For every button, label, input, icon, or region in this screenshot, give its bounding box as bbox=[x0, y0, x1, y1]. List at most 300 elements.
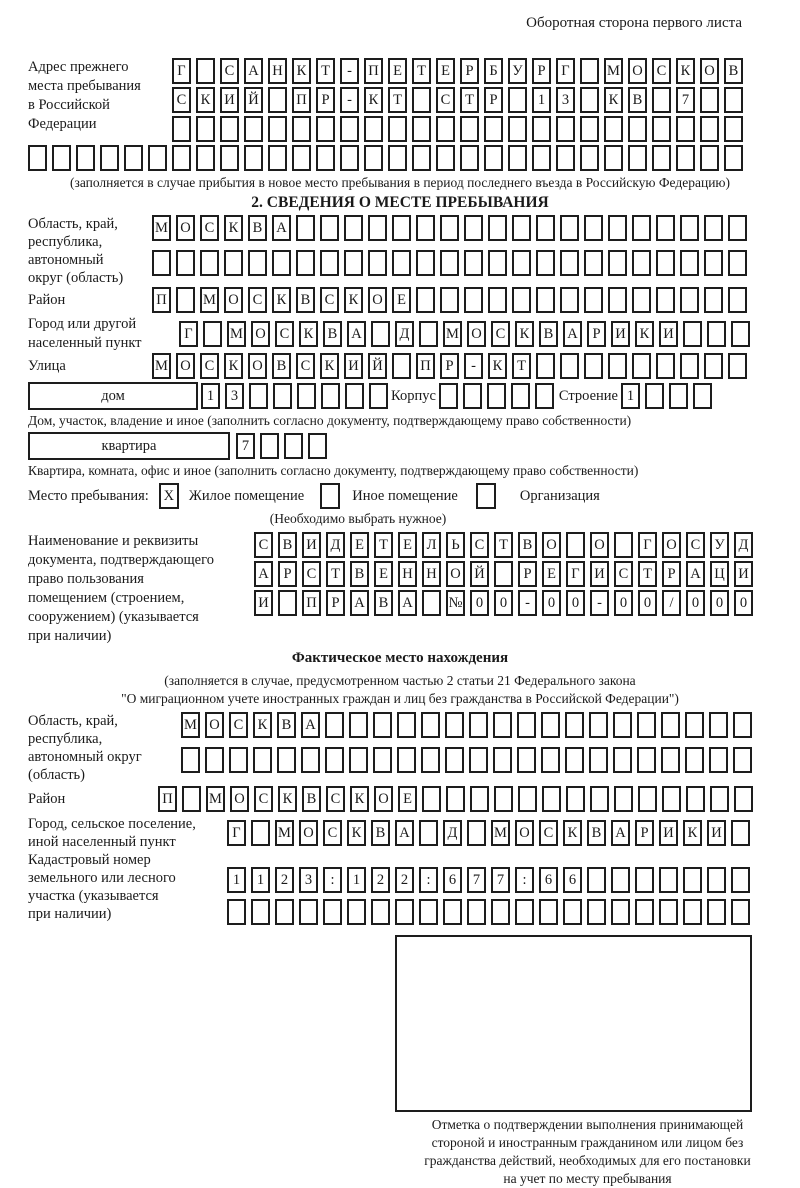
grid-cell[interactable] bbox=[244, 116, 263, 142]
grid-cell[interactable] bbox=[220, 145, 239, 171]
grid-cell[interactable]: И bbox=[220, 87, 239, 113]
grid-cell[interactable]: О bbox=[248, 353, 267, 379]
grid-cell[interactable] bbox=[268, 116, 287, 142]
grid-cell[interactable]: 0 bbox=[494, 590, 513, 616]
grid-cell[interactable]: К bbox=[563, 820, 582, 846]
grid-cell[interactable] bbox=[412, 145, 431, 171]
grid-cell[interactable] bbox=[536, 287, 555, 313]
grid-cell[interactable] bbox=[661, 747, 680, 773]
grid-cell[interactable] bbox=[566, 532, 585, 558]
grid-cell[interactable] bbox=[373, 747, 392, 773]
grid-cell[interactable] bbox=[308, 433, 327, 459]
grid-cell[interactable]: С bbox=[275, 321, 294, 347]
grid-cell[interactable] bbox=[248, 250, 267, 276]
grid-cell[interactable] bbox=[469, 747, 488, 773]
grid-cell[interactable]: Е bbox=[388, 58, 407, 84]
grid-cell[interactable] bbox=[565, 747, 584, 773]
grid-cell[interactable] bbox=[656, 353, 675, 379]
grid-cell[interactable]: В bbox=[539, 321, 558, 347]
grid-cell[interactable]: - bbox=[340, 58, 359, 84]
grid-cell[interactable]: К bbox=[364, 87, 383, 113]
grid-cell[interactable]: 2 bbox=[275, 867, 294, 893]
grid-cell[interactable] bbox=[659, 899, 678, 925]
grid-cell[interactable] bbox=[587, 899, 606, 925]
grid-cell[interactable]: С bbox=[436, 87, 455, 113]
grid-cell[interactable]: М bbox=[443, 321, 462, 347]
grid-cell[interactable] bbox=[292, 116, 311, 142]
grid-cell[interactable]: В bbox=[374, 590, 393, 616]
grid-cell[interactable] bbox=[463, 383, 482, 409]
grid-cell[interactable] bbox=[392, 353, 411, 379]
grid-cell[interactable]: И bbox=[254, 590, 273, 616]
grid-cell[interactable] bbox=[700, 145, 719, 171]
grid-cell[interactable]: К bbox=[347, 820, 366, 846]
grid-cell[interactable]: 7 bbox=[236, 433, 255, 459]
grid-cell[interactable] bbox=[464, 215, 483, 241]
grid-cell[interactable] bbox=[700, 87, 719, 113]
grid-cell[interactable] bbox=[292, 145, 311, 171]
grid-cell[interactable] bbox=[494, 786, 513, 812]
grid-cell[interactable]: 0 bbox=[566, 590, 585, 616]
grid-cell[interactable] bbox=[704, 215, 723, 241]
grid-cell[interactable]: Р bbox=[484, 87, 503, 113]
grid-cell[interactable] bbox=[635, 867, 654, 893]
grid-cell[interactable]: 1 bbox=[347, 867, 366, 893]
grid-cell[interactable] bbox=[707, 321, 726, 347]
grid-cell[interactable]: С bbox=[229, 712, 248, 738]
grid-cell[interactable] bbox=[392, 215, 411, 241]
grid-cell[interactable]: К bbox=[224, 215, 243, 241]
grid-cell[interactable] bbox=[508, 87, 527, 113]
grid-cell[interactable] bbox=[340, 145, 359, 171]
grid-cell[interactable] bbox=[731, 321, 750, 347]
grid-cell[interactable] bbox=[196, 58, 215, 84]
grid-cell[interactable] bbox=[685, 712, 704, 738]
grid-cell[interactable]: : bbox=[515, 867, 534, 893]
grid-cell[interactable] bbox=[272, 250, 291, 276]
grid-cell[interactable] bbox=[284, 433, 303, 459]
grid-cell[interactable]: И bbox=[707, 820, 726, 846]
grid-cell[interactable] bbox=[560, 250, 579, 276]
grid-cell[interactable] bbox=[680, 250, 699, 276]
grid-cell[interactable] bbox=[349, 712, 368, 738]
grid-cell[interactable]: М bbox=[181, 712, 200, 738]
grid-cell[interactable] bbox=[700, 116, 719, 142]
grid-cell[interactable]: Й bbox=[368, 353, 387, 379]
grid-cell[interactable]: К bbox=[604, 87, 623, 113]
grid-cell[interactable] bbox=[731, 820, 750, 846]
grid-cell[interactable] bbox=[659, 867, 678, 893]
grid-cell[interactable] bbox=[484, 145, 503, 171]
grid-cell[interactable]: 0 bbox=[470, 590, 489, 616]
grid-cell[interactable] bbox=[508, 116, 527, 142]
grid-cell[interactable]: Р bbox=[440, 353, 459, 379]
grid-cell[interactable]: Т bbox=[316, 58, 335, 84]
grid-cell[interactable]: 2 bbox=[371, 867, 390, 893]
grid-cell[interactable] bbox=[321, 383, 340, 409]
grid-cell[interactable] bbox=[464, 287, 483, 313]
grid-cell[interactable]: У bbox=[508, 58, 527, 84]
grid-cell[interactable]: 0 bbox=[686, 590, 705, 616]
grid-cell[interactable]: : bbox=[323, 867, 342, 893]
grid-cell[interactable] bbox=[371, 899, 390, 925]
grid-cell[interactable] bbox=[532, 116, 551, 142]
grid-cell[interactable]: М bbox=[200, 287, 219, 313]
grid-cell[interactable] bbox=[580, 145, 599, 171]
grid-cell[interactable] bbox=[556, 145, 575, 171]
grid-cell[interactable]: Н bbox=[422, 561, 441, 587]
grid-cell[interactable]: А bbox=[398, 590, 417, 616]
grid-cell[interactable]: 1 bbox=[532, 87, 551, 113]
grid-cell[interactable]: Т bbox=[460, 87, 479, 113]
grid-cell[interactable] bbox=[611, 867, 630, 893]
grid-cell[interactable]: 3 bbox=[556, 87, 575, 113]
grid-cell[interactable] bbox=[460, 116, 479, 142]
grid-cell[interactable]: Т bbox=[638, 561, 657, 587]
grid-cell[interactable]: Ц bbox=[710, 561, 729, 587]
grid-cell[interactable]: 0 bbox=[638, 590, 657, 616]
grid-cell[interactable] bbox=[728, 287, 747, 313]
grid-cell[interactable]: Т bbox=[494, 532, 513, 558]
grid-cell[interactable]: Н bbox=[268, 58, 287, 84]
grid-cell[interactable] bbox=[584, 215, 603, 241]
grid-cell[interactable] bbox=[733, 712, 752, 738]
grid-cell[interactable] bbox=[637, 747, 656, 773]
grid-cell[interactable] bbox=[707, 867, 726, 893]
grid-cell[interactable] bbox=[439, 383, 458, 409]
grid-cell[interactable] bbox=[728, 215, 747, 241]
grid-cell[interactable]: М bbox=[152, 215, 171, 241]
grid-cell[interactable]: 6 bbox=[563, 867, 582, 893]
grid-cell[interactable] bbox=[176, 250, 195, 276]
grid-cell[interactable] bbox=[707, 899, 726, 925]
grid-cell[interactable] bbox=[181, 747, 200, 773]
grid-cell[interactable]: А bbox=[272, 215, 291, 241]
grid-cell[interactable]: Д bbox=[734, 532, 753, 558]
grid-cell[interactable] bbox=[316, 145, 335, 171]
grid-cell[interactable] bbox=[518, 786, 537, 812]
grid-cell[interactable] bbox=[724, 116, 743, 142]
grid-cell[interactable] bbox=[268, 145, 287, 171]
grid-cell[interactable] bbox=[443, 899, 462, 925]
stay-type-checkbox-other-premises[interactable] bbox=[320, 483, 340, 509]
grid-cell[interactable] bbox=[229, 747, 248, 773]
grid-cell[interactable]: П bbox=[152, 287, 171, 313]
grid-cell[interactable]: И bbox=[734, 561, 753, 587]
grid-cell[interactable]: К bbox=[350, 786, 369, 812]
grid-cell[interactable]: А bbox=[254, 561, 273, 587]
grid-cell[interactable]: Е bbox=[392, 287, 411, 313]
grid-cell[interactable] bbox=[614, 786, 633, 812]
grid-cell[interactable]: - bbox=[518, 590, 537, 616]
grid-cell[interactable]: Г bbox=[566, 561, 585, 587]
grid-cell[interactable] bbox=[224, 250, 243, 276]
grid-cell[interactable] bbox=[296, 250, 315, 276]
grid-cell[interactable] bbox=[227, 899, 246, 925]
grid-cell[interactable]: А bbox=[395, 820, 414, 846]
grid-cell[interactable] bbox=[419, 321, 438, 347]
grid-cell[interactable]: О bbox=[368, 287, 387, 313]
grid-cell[interactable] bbox=[488, 215, 507, 241]
grid-cell[interactable] bbox=[709, 747, 728, 773]
grid-cell[interactable] bbox=[733, 747, 752, 773]
grid-cell[interactable] bbox=[724, 145, 743, 171]
grid-cell[interactable] bbox=[196, 116, 215, 142]
grid-cell[interactable] bbox=[676, 145, 695, 171]
grid-cell[interactable]: М bbox=[491, 820, 510, 846]
grid-cell[interactable]: О bbox=[224, 287, 243, 313]
grid-cell[interactable] bbox=[632, 353, 651, 379]
grid-cell[interactable]: С bbox=[614, 561, 633, 587]
grid-cell[interactable]: Р bbox=[635, 820, 654, 846]
grid-cell[interactable]: 2 bbox=[395, 867, 414, 893]
grid-cell[interactable] bbox=[632, 215, 651, 241]
grid-cell[interactable] bbox=[397, 712, 416, 738]
grid-cell[interactable] bbox=[704, 353, 723, 379]
grid-cell[interactable]: У bbox=[710, 532, 729, 558]
grid-cell[interactable] bbox=[539, 899, 558, 925]
grid-cell[interactable]: 7 bbox=[467, 867, 486, 893]
grid-cell[interactable] bbox=[608, 287, 627, 313]
grid-cell[interactable]: Р bbox=[278, 561, 297, 587]
grid-cell[interactable]: 7 bbox=[676, 87, 695, 113]
grid-cell[interactable] bbox=[301, 747, 320, 773]
grid-cell[interactable] bbox=[604, 145, 623, 171]
grid-cell[interactable]: Р bbox=[518, 561, 537, 587]
grid-cell[interactable] bbox=[652, 116, 671, 142]
grid-cell[interactable]: К bbox=[683, 820, 702, 846]
grid-cell[interactable]: Д bbox=[443, 820, 462, 846]
grid-cell[interactable]: С bbox=[470, 532, 489, 558]
grid-cell[interactable]: П bbox=[416, 353, 435, 379]
grid-cell[interactable]: 1 bbox=[621, 383, 640, 409]
grid-cell[interactable] bbox=[316, 116, 335, 142]
grid-cell[interactable] bbox=[275, 899, 294, 925]
grid-cell[interactable]: К bbox=[344, 287, 363, 313]
grid-cell[interactable] bbox=[368, 250, 387, 276]
grid-cell[interactable] bbox=[541, 712, 560, 738]
grid-cell[interactable] bbox=[392, 250, 411, 276]
grid-cell[interactable] bbox=[395, 899, 414, 925]
grid-cell[interactable]: 1 bbox=[227, 867, 246, 893]
grid-cell[interactable] bbox=[512, 250, 531, 276]
grid-cell[interactable]: 6 bbox=[443, 867, 462, 893]
grid-cell[interactable]: Г bbox=[556, 58, 575, 84]
grid-cell[interactable] bbox=[611, 899, 630, 925]
grid-cell[interactable] bbox=[323, 899, 342, 925]
grid-cell[interactable]: О bbox=[446, 561, 465, 587]
grid-cell[interactable] bbox=[560, 287, 579, 313]
grid-cell[interactable]: К bbox=[272, 287, 291, 313]
grid-cell[interactable] bbox=[584, 250, 603, 276]
grid-cell[interactable]: А bbox=[563, 321, 582, 347]
grid-cell[interactable] bbox=[686, 786, 705, 812]
grid-cell[interactable]: С bbox=[220, 58, 239, 84]
grid-cell[interactable] bbox=[416, 287, 435, 313]
grid-cell[interactable] bbox=[124, 145, 143, 171]
grid-cell[interactable]: О bbox=[176, 353, 195, 379]
grid-cell[interactable]: 3 bbox=[299, 867, 318, 893]
grid-cell[interactable]: К bbox=[224, 353, 243, 379]
grid-cell[interactable] bbox=[685, 747, 704, 773]
grid-cell[interactable] bbox=[371, 321, 390, 347]
grid-cell[interactable] bbox=[614, 532, 633, 558]
grid-cell[interactable] bbox=[587, 867, 606, 893]
grid-cell[interactable] bbox=[412, 116, 431, 142]
grid-cell[interactable] bbox=[580, 58, 599, 84]
grid-cell[interactable] bbox=[364, 116, 383, 142]
grid-cell[interactable] bbox=[268, 87, 287, 113]
grid-cell[interactable]: С bbox=[302, 561, 321, 587]
grid-cell[interactable] bbox=[608, 215, 627, 241]
grid-cell[interactable] bbox=[446, 786, 465, 812]
grid-cell[interactable] bbox=[635, 899, 654, 925]
grid-cell[interactable]: Е bbox=[542, 561, 561, 587]
grid-cell[interactable] bbox=[421, 712, 440, 738]
grid-cell[interactable]: О bbox=[230, 786, 249, 812]
grid-cell[interactable] bbox=[176, 287, 195, 313]
grid-cell[interactable] bbox=[344, 250, 363, 276]
grid-cell[interactable] bbox=[604, 116, 623, 142]
grid-cell[interactable]: Н bbox=[398, 561, 417, 587]
grid-cell[interactable]: О bbox=[251, 321, 270, 347]
grid-cell[interactable]: Б bbox=[484, 58, 503, 84]
grid-cell[interactable] bbox=[669, 383, 688, 409]
grid-cell[interactable]: И bbox=[659, 321, 678, 347]
grid-cell[interactable]: Р bbox=[587, 321, 606, 347]
grid-cell[interactable] bbox=[148, 145, 167, 171]
grid-cell[interactable] bbox=[632, 250, 651, 276]
grid-cell[interactable] bbox=[512, 287, 531, 313]
grid-cell[interactable]: М bbox=[275, 820, 294, 846]
grid-cell[interactable]: К bbox=[515, 321, 534, 347]
grid-cell[interactable] bbox=[637, 712, 656, 738]
grid-cell[interactable] bbox=[536, 215, 555, 241]
grid-cell[interactable] bbox=[249, 383, 268, 409]
grid-cell[interactable] bbox=[52, 145, 71, 171]
grid-cell[interactable] bbox=[589, 747, 608, 773]
grid-cell[interactable] bbox=[511, 383, 530, 409]
grid-cell[interactable] bbox=[580, 87, 599, 113]
grid-cell[interactable] bbox=[388, 116, 407, 142]
grid-cell[interactable]: К bbox=[196, 87, 215, 113]
grid-cell[interactable]: № bbox=[446, 590, 465, 616]
grid-cell[interactable] bbox=[683, 321, 702, 347]
grid-cell[interactable]: В bbox=[272, 353, 291, 379]
grid-cell[interactable] bbox=[656, 215, 675, 241]
grid-cell[interactable] bbox=[560, 215, 579, 241]
grid-cell[interactable] bbox=[345, 383, 364, 409]
grid-cell[interactable] bbox=[491, 899, 510, 925]
grid-cell[interactable] bbox=[364, 145, 383, 171]
stay-type-checkbox-organization[interactable] bbox=[476, 483, 496, 509]
grid-cell[interactable]: М bbox=[227, 321, 246, 347]
grid-cell[interactable] bbox=[731, 899, 750, 925]
grid-cell[interactable]: В bbox=[278, 532, 297, 558]
grid-cell[interactable] bbox=[734, 786, 753, 812]
grid-cell[interactable] bbox=[470, 786, 489, 812]
grid-cell[interactable]: Д bbox=[326, 532, 345, 558]
grid-cell[interactable]: С bbox=[254, 786, 273, 812]
grid-cell[interactable] bbox=[440, 287, 459, 313]
grid-cell[interactable] bbox=[731, 867, 750, 893]
grid-cell[interactable]: С bbox=[686, 532, 705, 558]
grid-cell[interactable]: Р bbox=[460, 58, 479, 84]
grid-cell[interactable] bbox=[560, 353, 579, 379]
grid-cell[interactable]: В bbox=[323, 321, 342, 347]
grid-cell[interactable]: С bbox=[323, 820, 342, 846]
grid-cell[interactable]: П bbox=[292, 87, 311, 113]
grid-cell[interactable]: : bbox=[419, 867, 438, 893]
grid-cell[interactable]: О bbox=[467, 321, 486, 347]
grid-cell[interactable]: - bbox=[340, 87, 359, 113]
grid-cell[interactable]: Г bbox=[638, 532, 657, 558]
grid-cell[interactable] bbox=[709, 712, 728, 738]
grid-cell[interactable]: В bbox=[628, 87, 647, 113]
grid-cell[interactable] bbox=[693, 383, 712, 409]
grid-cell[interactable]: К bbox=[320, 353, 339, 379]
grid-cell[interactable] bbox=[515, 899, 534, 925]
grid-cell[interactable] bbox=[325, 712, 344, 738]
grid-cell[interactable]: В bbox=[587, 820, 606, 846]
grid-cell[interactable] bbox=[661, 712, 680, 738]
grid-cell[interactable]: Т bbox=[512, 353, 531, 379]
grid-cell[interactable]: П bbox=[158, 786, 177, 812]
grid-cell[interactable] bbox=[563, 899, 582, 925]
grid-cell[interactable]: 0 bbox=[710, 590, 729, 616]
grid-cell[interactable] bbox=[422, 590, 441, 616]
grid-cell[interactable] bbox=[244, 145, 263, 171]
grid-cell[interactable] bbox=[419, 820, 438, 846]
grid-cell[interactable]: С bbox=[539, 820, 558, 846]
grid-cell[interactable] bbox=[464, 250, 483, 276]
grid-cell[interactable]: 0 bbox=[542, 590, 561, 616]
grid-cell[interactable] bbox=[416, 215, 435, 241]
grid-cell[interactable]: Т bbox=[412, 58, 431, 84]
grid-cell[interactable]: С bbox=[491, 321, 510, 347]
grid-cell[interactable] bbox=[536, 353, 555, 379]
grid-cell[interactable] bbox=[613, 747, 632, 773]
grid-cell[interactable]: О bbox=[515, 820, 534, 846]
grid-cell[interactable] bbox=[628, 145, 647, 171]
grid-cell[interactable]: Г bbox=[179, 321, 198, 347]
grid-cell[interactable] bbox=[205, 747, 224, 773]
grid-cell[interactable] bbox=[680, 287, 699, 313]
grid-cell[interactable] bbox=[172, 116, 191, 142]
grid-cell[interactable] bbox=[251, 899, 270, 925]
grid-cell[interactable] bbox=[656, 287, 675, 313]
grid-cell[interactable] bbox=[422, 786, 441, 812]
grid-cell[interactable] bbox=[469, 712, 488, 738]
grid-cell[interactable]: 1 bbox=[201, 383, 220, 409]
grid-cell[interactable] bbox=[373, 712, 392, 738]
grid-cell[interactable]: Е bbox=[350, 532, 369, 558]
grid-cell[interactable]: А bbox=[244, 58, 263, 84]
grid-cell[interactable]: Е bbox=[398, 532, 417, 558]
grid-cell[interactable] bbox=[320, 215, 339, 241]
grid-cell[interactable]: А bbox=[301, 712, 320, 738]
grid-cell[interactable]: 3 bbox=[225, 383, 244, 409]
grid-cell[interactable]: О bbox=[700, 58, 719, 84]
grid-cell[interactable] bbox=[325, 747, 344, 773]
grid-cell[interactable]: К bbox=[278, 786, 297, 812]
grid-cell[interactable] bbox=[532, 145, 551, 171]
grid-cell[interactable]: 0 bbox=[734, 590, 753, 616]
grid-cell[interactable] bbox=[260, 433, 279, 459]
grid-cell[interactable] bbox=[487, 383, 506, 409]
grid-cell[interactable]: И bbox=[590, 561, 609, 587]
grid-cell[interactable] bbox=[296, 215, 315, 241]
